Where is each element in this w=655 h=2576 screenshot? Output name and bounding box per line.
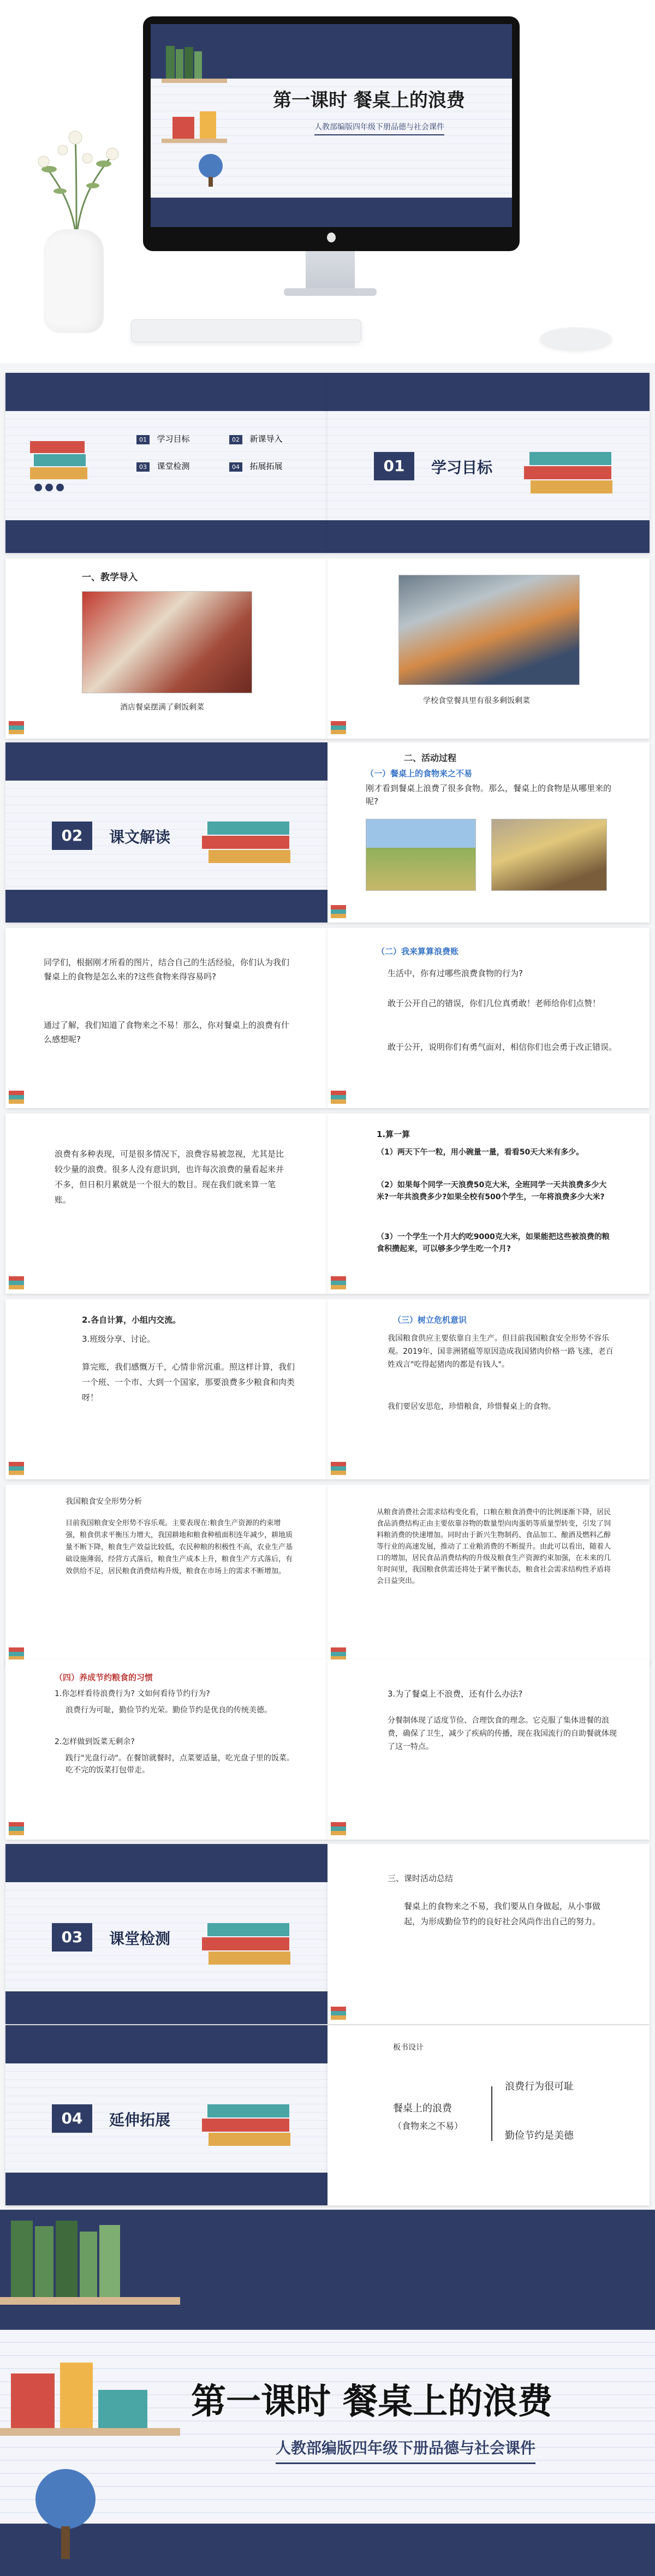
books-icon [202,805,295,871]
final-subtitle: 人教部编版四年级下册品德与社会课件 [276,2436,535,2464]
think-p1: 同学们，根据刚才所看的图片，结合自己的生活经验，你们认为我们餐桌上的食物是怎么来的?这些食物来得容易吗? [44,957,290,981]
vase [44,229,104,333]
analysis-text: 目前我国粮食安全形势不容乐观。主要表现在:粮食生产资源的约束增强，粮食供求平衡压力增大，我国耕地和粮食种植面积连年减少，耕地质量不断下降，粮食生产效益比较低，农民种粮的积极性不高，农业生产基础设施薄弱，经营方式落后，粮食生产成本上升，粮食生产方式落后，有效供给不足，居民粮食消费结构升级，粮食在市场上的需求不断增加。 [66,1519,293,1575]
mouse [540,328,611,349]
monitor-base [284,288,377,296]
toc-item-2[interactable]: 新课导入 [249,434,283,444]
book-stack-icon [9,1822,24,1835]
book-stack-icon [9,1091,24,1104]
crisis-heading: （三）树立危机意识 [393,1315,467,1325]
habit-q2: 2.怎样做到饭菜无剩余? [55,1738,135,1746]
books-icon [524,436,617,501]
board-left-2: （食物来之不易） [393,2121,463,2131]
final-title: 第一课时 餐桌上的浪费 [191,2382,553,2422]
slide-section2 [5,742,327,923]
slide-section4 [5,2025,327,2205]
slide-calc [327,928,650,1108]
monitor [143,16,520,251]
math-q1: （1）两天下午一粒，用小碗量一量，看看50天大米有多少。 [377,1148,584,1157]
slide-share [5,1299,327,1479]
habit-a1: 浪费行为可耻，勤俭节约光荣。勤俭节约是优良的传统美德。 [66,1706,272,1715]
board-right-1: 浪费行为很可耻 [505,2081,574,2092]
section-title: 延伸拓展 [109,2111,171,2129]
intro-caption: 酒店餐桌摆满了剩饭剩菜 [120,703,204,712]
trend-text: 从粮食消费社会需求结构变化看，口粮在粮食消费中的比例逐渐下降，居民食品消费结构正由主要依靠谷物的数量型向肉蛋奶等质量型转变，引发了饲料粮消费的快速增加。同时由于新兴生物制药、食品加工、酿酒及燃料乙醇等行业的高速发展，推动了工业粮消费的不断提升。由此可以看出，随着人口的增加，居民食品消费结构的升级及粮食生产资源约束加强，在未来的几年时间里，我国粮食供需还将处于紧平衡状态，粮食社会需求结构性矛盾将会日益突出。 [377,1508,611,1585]
activity-subheading: （一）餐桌上的食物来之不易 [366,769,473,778]
banquet-photo [82,591,252,693]
harvest-photo [491,819,607,891]
books-icon [202,1907,295,1972]
slide-toc [5,373,327,553]
crisis-p2: 我们要居安思危，珍惜粮食，珍惜餐桌上的食物。 [388,1402,556,1411]
slide-analysis [5,1485,327,1665]
math-q2: （2）如果每个同学一天浪费50克大米，全班同学一天共浪费多少大米?一年共浪费多少?如果全校有500个学生，一年将浪费多少大米? [377,1181,607,1201]
slide-canteen [327,558,650,739]
calc-heading: （二）我来算算浪费账 [377,947,459,956]
slide-summary [327,1844,650,2024]
screen-title: 第一课时 餐桌上的浪费 [273,90,465,111]
toc-item-3[interactable]: 课堂检测 [157,461,190,471]
activity-heading: 二、活动过程 [404,753,457,763]
board-left-1: 餐桌上的浪费 [393,2103,452,2114]
slide-activity [327,742,650,923]
canteen-caption: 学校食堂餐具里有很多剩饭剩菜 [423,697,530,705]
toc-num-2: 02 [229,435,242,444]
other-text: 分餐制体现了适度节俭、合理饮食的理念。它克服了集体进餐的浪费，确保了卫生，减少了疾病的传播，现在我国流行的自助餐就体现了这一特点。 [388,1716,617,1751]
slide-crisis [327,1299,650,1479]
board-right-2: 勤俭节约是美德 [505,2130,574,2141]
summary-heading: 三、课时活动总结 [388,1873,454,1883]
field-photo [366,819,476,891]
slide-think [5,928,327,1108]
bookshelf-illustration [0,2210,186,2576]
book-stack-icon [9,1276,24,1289]
analysis-heading: 我国粮食安全形势分析 [66,1497,142,1506]
monitor-stand [306,251,355,289]
toc-item-1[interactable]: 学习目标 [157,434,190,444]
final-cover-slide [0,2210,655,2576]
math-q3: （3）一个学生一个月大约吃9000克大米，如果能把这些被浪费的粮食积攒起来，可以够多少学生吃一个月? [377,1233,610,1253]
section-number: 03 [52,1923,92,1952]
book-stack-icon [9,721,24,734]
share-h1: 2.各自计算，小组内交流。 [82,1315,181,1325]
slide-trend [327,1485,650,1665]
book-stack-icon [331,1647,346,1661]
book-stack-icon [331,1462,346,1475]
habit-heading: （四）养成节约粮食的习惯 [55,1673,153,1682]
board-heading: 板书设计 [393,2043,424,2052]
section-title: 课文解读 [109,828,171,846]
book-stack-icon [331,2007,346,2020]
bookshelf-illustration [162,46,233,188]
slide-other [327,1659,650,1840]
slide-section3 [5,1844,327,2024]
book-stack-icon [9,1462,24,1475]
waste-text: 浪费有多种表现，可是很多情况下，浪费容易被忽视，尤其是比较少量的浪费。很多人没有意识到，也许每次浪费的量看起来并不多，但日积月累就是一个很大的数目。现在我们就来算一笔账。 [55,1149,284,1205]
toc-item-4[interactable]: 拓展拓展 [249,461,283,471]
habit-a2: 践行"光盘行动"。在餐馆就餐时，点菜要适量，吃光盘子里的饭菜。吃不完的饭菜打包带走。 [66,1754,294,1775]
crisis-p1: 我国粮食供应主要依靠自主生产。但目前我国粮食安全形势不容乐观。2019年，国非洲猪瘟等原因造成我国猪肉价格一路飞涨，老百姓戏言"吃得起猪肉的都是有钱人"。 [388,1334,614,1369]
books-icon [27,430,93,496]
slide-habit [5,1659,327,1840]
activity-text: 刚才看到餐桌上浪费了很多食物。那么，餐桌上的食物是从哪里来的呢? [366,783,612,806]
calc-p2: 敢于公开自己的错误，你们几位真勇敢！老师给你们点赞！ [388,998,601,1008]
section-number: 04 [52,2104,92,2133]
hero-mockup [0,0,655,363]
slide-board [327,2025,650,2205]
book-stack-icon [331,721,346,734]
habit-q1: 1.你怎样看待浪费行为? 文如何看待节约行为? [55,1689,210,1698]
book-stack-icon [331,905,346,918]
section-title: 学习目标 [431,459,493,477]
book-stack-icon [9,1647,24,1661]
book-stack-icon [331,1822,346,1835]
toc-num-4: 04 [229,462,242,472]
calc-p3: 敢于公开，说明你们有勇气面对，相信你们也会勇于改正错误。 [388,1042,617,1052]
keyboard [131,319,361,342]
book-stack-icon [331,1276,346,1289]
plant-illustration [22,126,131,240]
slide-goal [327,373,650,553]
share-text: 算完账，我们感慨万千，心情非常沉重。照这样计算，我们一个班、一个市、大到一个国家，那要浪费多少粮食和肉类呀！ [82,1362,295,1402]
other-heading: 3.为了餐桌上不浪费，还有什么办法? [388,1689,523,1699]
canteen-photo [398,575,580,685]
calc-p1: 生活中，你有过哪些浪费食物的行为? [388,968,523,978]
books-icon [202,2088,295,2153]
apple-logo-icon [327,233,336,242]
intro-heading: 一、教学导入 [82,572,138,583]
toc-num-1: 01 [136,435,150,444]
math-heading: 1.算一算 [377,1129,410,1139]
screen-subtitle: 人教部编版四年级下册品德与社会课件 [314,121,444,135]
book-stack-icon [331,1091,346,1104]
summary-text: 餐桌上的食物来之不易，我们要从自身做起，从小事做起，为形成勤俭节约的良好社会风尚作出自己的努力。 [404,1901,601,1926]
toc-num-3: 03 [136,462,150,472]
brace [491,2086,492,2141]
think-p2: 通过了解，我们知道了食物来之不易！那么，你对餐桌上的浪费有什么感想呢? [44,1020,290,1044]
section-number: 02 [52,822,92,850]
slide-waste [5,1114,327,1294]
monitor-screen [151,24,512,227]
share-h2: 3.班级分享、讨论。 [82,1334,156,1344]
section-title: 课堂检测 [109,1930,171,1948]
section-number: 01 [374,452,414,480]
slide-intro [5,558,327,739]
slide-math [327,1114,650,1294]
